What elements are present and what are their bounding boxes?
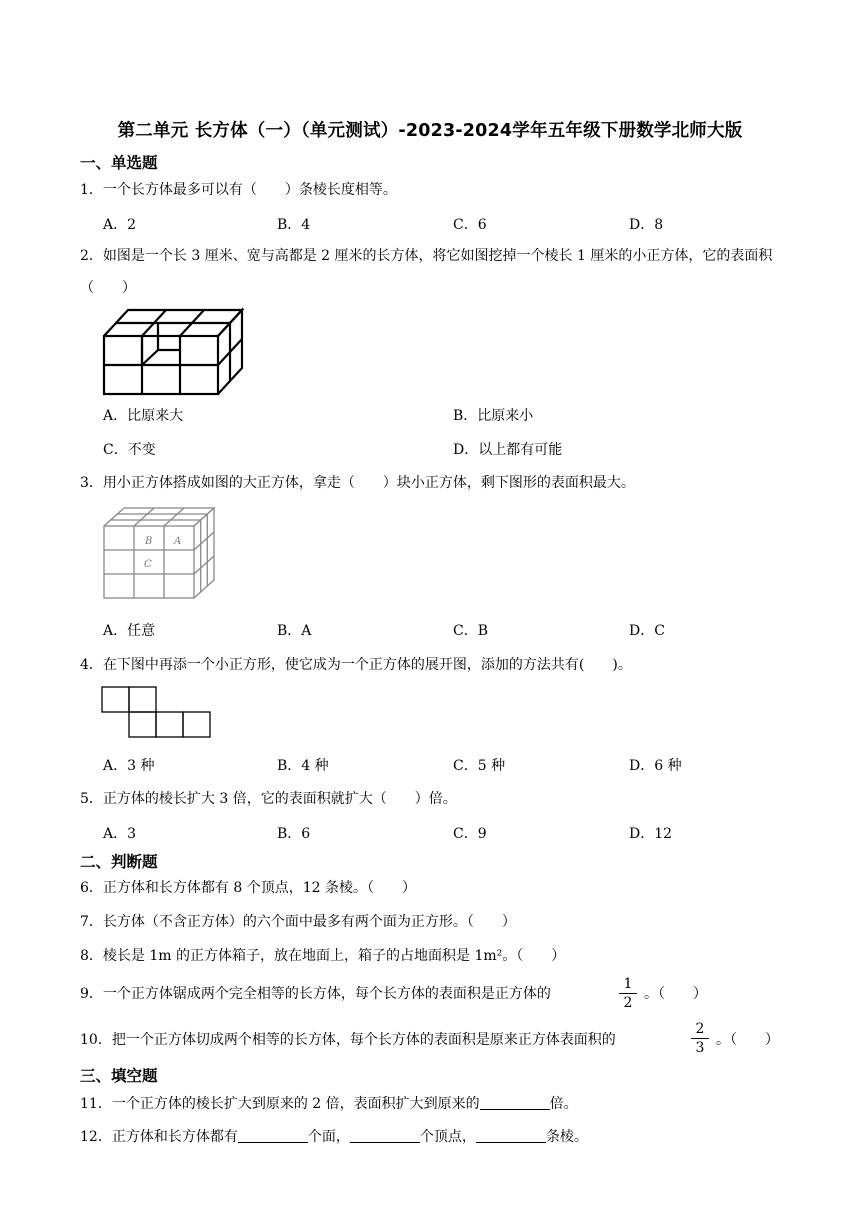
section-heading-true-false: 二、判断题 (80, 853, 158, 871)
q3-option-a: A．任意 (103, 623, 156, 639)
q10-fraction (691, 1020, 709, 1057)
question-11 (80, 1094, 578, 1114)
q4-option-c: C．5 种 (453, 758, 506, 774)
q9-fraction-denominator: 2 (623, 995, 633, 1011)
q9-text-b: 。（ ） (644, 986, 707, 1002)
q1-option-a: A．2 (103, 217, 137, 233)
q4-option-a: A．3 种 (103, 758, 155, 774)
net-squares-figure (101, 686, 213, 740)
q10-text-b: 。（ ） (716, 1032, 779, 1048)
q10-text-a: 10．把一个正方体切成两个相等的长方体，每个长方体的表面积是原来正方体表面积的 (80, 1032, 616, 1048)
q12-text-c: 个顶点， (419, 1129, 476, 1145)
q1-option-b: B．4 (277, 217, 311, 233)
question-10 (80, 1030, 616, 1050)
q5-option-a: A．3 (103, 826, 137, 842)
q2-option-c: C．不变 (103, 442, 156, 458)
question-4: 4．在下图中再添一个小正方形，使它成为一个正方体的展开图，添加的方法共有( )。 (80, 657, 632, 673)
q12-text-d: 条棱。 (545, 1129, 588, 1145)
q9-fraction (619, 975, 637, 1012)
q12-text-a: 12．正方体和长方体都有 (80, 1129, 238, 1145)
section-heading-single-choice: 一、单选题 (80, 154, 158, 172)
q3-option-b: B．A (277, 623, 312, 639)
q10-fraction-numerator: 2 (691, 1020, 709, 1039)
q9-fraction-numerator: 1 (619, 975, 637, 994)
cube-label-b: B (145, 536, 153, 547)
q12-text-b: 个面， (307, 1129, 350, 1145)
question-5: 5．正方体的棱长扩大 3 倍，它的表面积就扩大（ ）倍。 (80, 791, 457, 807)
q10-fraction-denominator: 3 (695, 1040, 705, 1056)
page-title: 第二单元 长方体（一）（单元测试）-2023-2024学年五年级下册数学北师大版 (117, 121, 743, 141)
question-6: 6．正方体和长方体都有 8 个顶点，12 条棱。（ ） (80, 880, 416, 896)
q5-option-b: B．6 (277, 826, 311, 842)
q3-option-d: D．C (629, 623, 665, 639)
section-heading-fill-blank: 三、填空题 (80, 1067, 158, 1085)
q2-option-b: B．比原来小 (453, 408, 534, 424)
q9-text-a: 9．一个正方体锯成两个完全相等的长方体，每个长方体的表面积是正方体的 (80, 986, 551, 1002)
q12-blank-edges[interactable] (476, 1128, 546, 1143)
q2-option-a: A．比原来大 (103, 408, 184, 424)
q5-option-d: D．12 (629, 826, 673, 842)
q3-option-c: C．B (453, 623, 488, 639)
question-8: 8．棱长是 1m 的正方体箱子，放在地面上，箱子的占地面积是 1m²。（ ） (80, 948, 566, 964)
question-1: 1．一个长方体最多可以有（ ）条棱长度相等。 (80, 182, 397, 198)
q11-text-a: 11．一个正方体的棱长扩大到原来的 2 倍，表面积扩大到原来的 (80, 1096, 480, 1112)
question-3: 3．用小正方体搭成如图的大正方体，拿走（ ）块小正方体，剩下图形的表面积最大。 (80, 475, 635, 491)
q11-text-b: 倍。 (549, 1096, 578, 1112)
cube-label-a: A (174, 536, 182, 547)
question-7: 7．长方体（不含正方体）的六个面中最多有两个面为正方形。（ ） (80, 914, 516, 930)
q11-answer-blank[interactable] (480, 1095, 550, 1110)
q1-option-c: C．6 (453, 217, 487, 233)
cuboid-cutout-figure (100, 306, 246, 398)
question-2: 2．如图是一个长 3 厘米、宽与高都是 2 厘米的长方体，将它如图挖掉一个棱长 1 厘米的小正方体，它的表面积（ ） (80, 248, 773, 296)
big-cube-figure (100, 506, 218, 602)
question-9 (80, 984, 551, 1004)
q2-option-d: D．以上都有可能 (453, 442, 563, 458)
q1-option-d: D．8 (629, 217, 664, 233)
q4-option-d: D．6 种 (629, 758, 682, 774)
question-12 (80, 1127, 588, 1147)
cube-label-c: C (144, 559, 152, 570)
q5-option-c: C．9 (453, 826, 487, 842)
q12-blank-vertices[interactable] (350, 1128, 420, 1143)
q4-option-b: B．4 种 (277, 758, 329, 774)
q12-blank-faces[interactable] (238, 1128, 308, 1143)
